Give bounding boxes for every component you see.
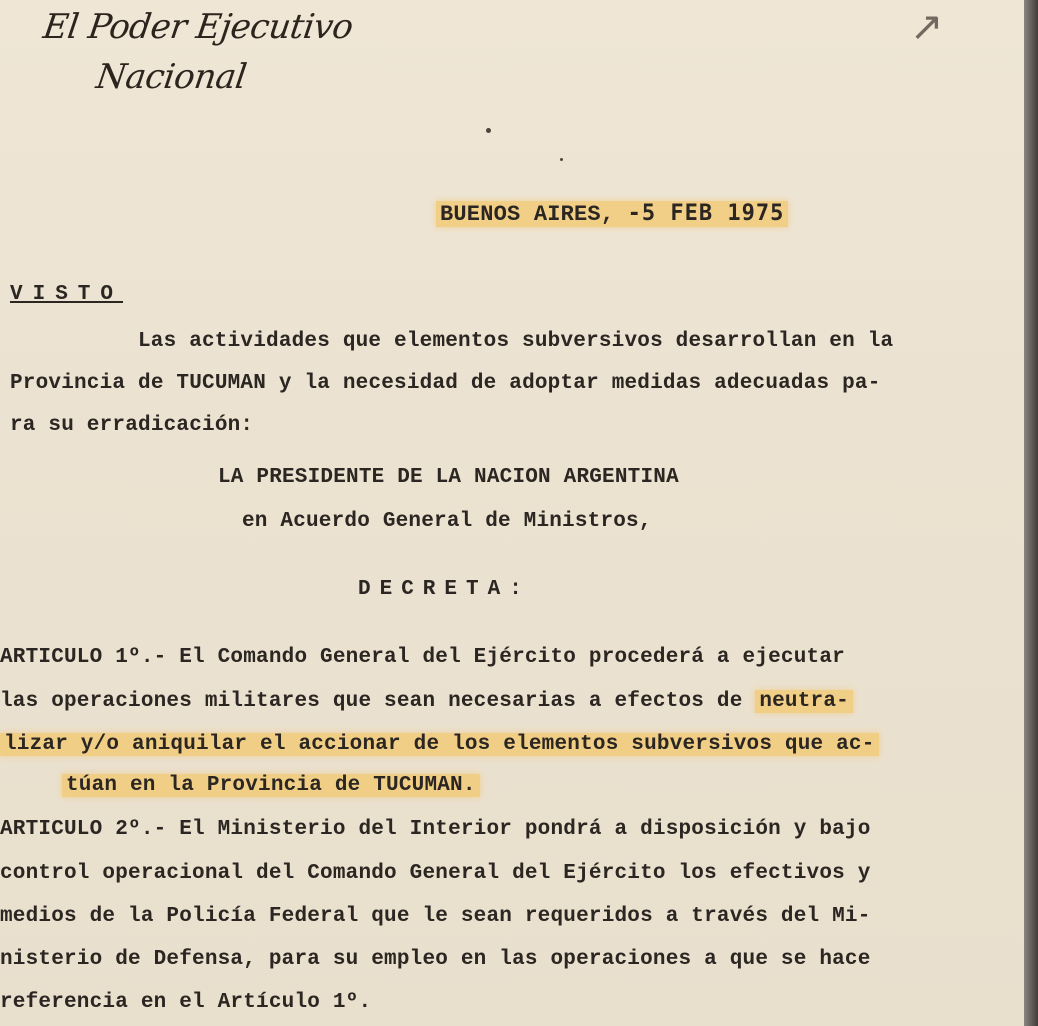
visto-line-2: Provincia de TUCUMAN y la necesidad de adoptar medidas adecuadas pa- [10,372,881,395]
article1-line-3 [0,733,879,756]
decreta-heading: DECRETA: [358,578,531,601]
president-title: LA PRESIDENTE DE LA NACION ARGENTINA [218,466,679,489]
article1-line-2 [0,690,853,713]
acuerdo-line: en Acuerdo General de Ministros, [242,510,652,533]
visto-line-3: ra su erradicación: [10,414,254,437]
article2-line-5: referencia en el Artículo 1º. [0,991,372,1014]
article2-line-4: nisterio de Defensa, para su empleo en las operaciones a que se hace [0,948,871,971]
article1-highlight-3: túan en la Provincia de TUCUMAN. [62,774,480,797]
article2-line-2: control operacional del Comando General del Ejército los efectivos y [0,862,871,885]
date-line [436,201,788,227]
visto-line-1: Las actividades que elementos subversivos desarrollan en la [138,330,894,353]
visto-heading: VISTO [10,283,124,306]
pencil-mark-icon: ↗ [910,4,944,50]
letterhead-line1: El Poder Ejecutivo [40,7,356,47]
letterhead [33,2,377,102]
article1-highlight-2: lizar y/o aniquilar el accionar de los elementos subversivos que ac- [0,733,879,756]
article2-line-1: ARTICULO 2º.- El Ministerio del Interior pondrá a disposición y bajo [0,818,871,841]
ink-speck [560,158,563,161]
article1-highlight-1: neutra- [755,690,853,713]
article2-line-3: medios de la Policía Federal que le sean requeridos a través del Mi- [0,905,871,928]
page-edge-shadow [1024,0,1038,1026]
article1-line-1: ARTICULO 1º.- El Comando General del Ejército procederá a ejecutar [0,646,845,669]
date-stamp: -5 FEB 1975 [627,201,785,226]
article1-line-2-text: las operaciones militares que sean necesarias a efectos de [0,690,756,713]
city-text: BUENOS AIRES, [440,202,615,227]
ink-speck [486,128,491,133]
article1-line-4 [62,774,480,797]
letterhead-line2: Nacional [93,57,249,97]
